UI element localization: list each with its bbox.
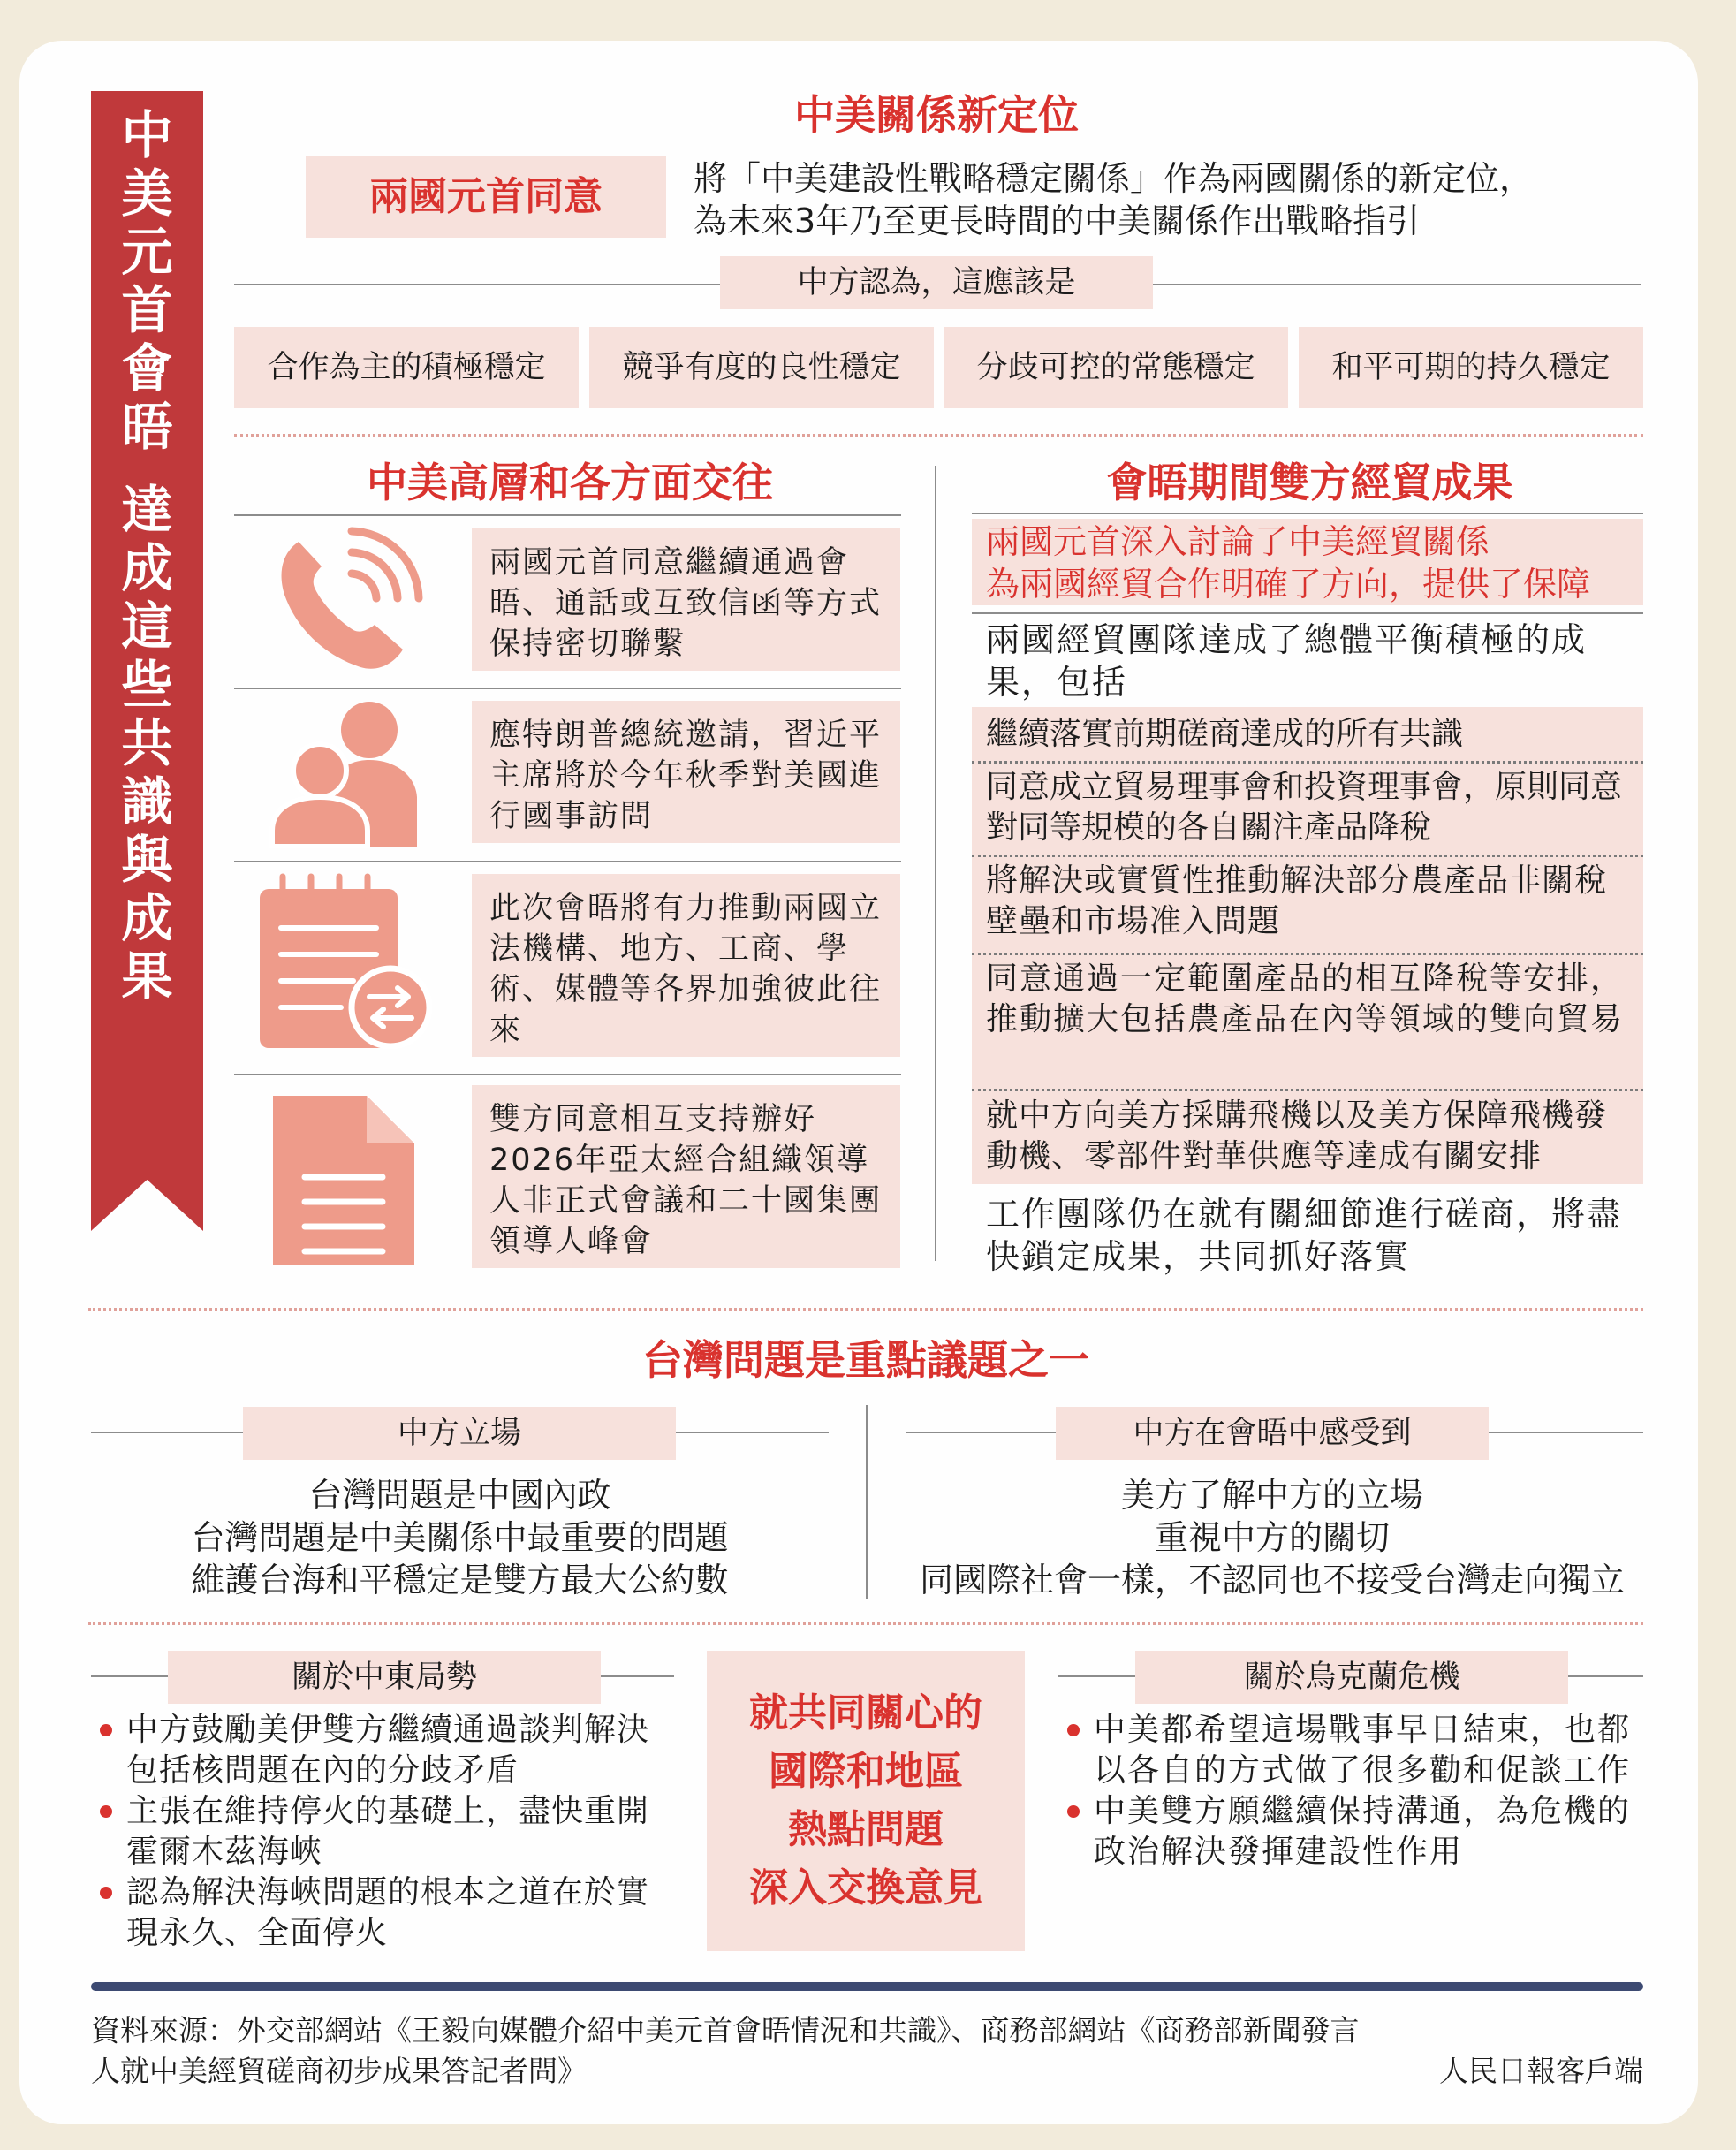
exchange-item-4: 雙方同意相互支持辦好2026年亞太經合組織領導人非正式會議和二十國集團領導人峰會 [472,1085,900,1268]
china-position-line1: 台灣問題是中國內政 [308,1476,611,1515]
source-line1: 資料來源：外交部網站《王毅向媒體介紹中美元首會晤情況和共識》、商務部網站《商務部新聞發言 [91,2013,1360,2047]
section-title-trade: 會晤期間雙方經貿成果 [1106,459,1513,506]
mideast-item-1: 中方鼓勵美伊雙方繼續通過談判解決包括核問題在內的分歧矛盾 [100,1710,678,1791]
row-divider [234,514,901,516]
trade-highlight-line1: 兩國元首深入討論了中美經貿關係 [986,522,1490,561]
notepad-exchange-icon [256,873,442,1059]
footer-rule [91,1982,1643,1991]
dotted-divider [972,761,1643,764]
exchange-views-line1: 就共同關心的 [749,1690,982,1736]
stability-box-3: 分歧可控的常態穩定 [944,327,1288,408]
trade-intro: 兩國經貿團隊達成了總體平衡積極的成果，包括 [986,620,1588,702]
row-divider [234,1074,901,1075]
trade-highlight [972,519,1643,605]
china-felt-line1: 美方了解中方的立場 [1120,1476,1423,1515]
stability-box-4: 和平可期的持久穩定 [1299,327,1643,408]
row-divider [972,513,1643,514]
section-title-taiwan: 台灣問題是重點議題之一 [642,1336,1089,1384]
china-position-line2: 台灣問題是中美關係中最重要的問題 [191,1518,729,1557]
column-divider [866,1405,868,1599]
phone-icon [265,526,424,676]
china-position-label: 中方立場 [243,1407,676,1460]
ribbon-title-line1: 中美元首會晤 [121,105,173,457]
china-felt-line2: 重視中方的關切 [1154,1518,1390,1557]
ribbon-title-line2: 達成這些共識與成果 [121,480,173,1007]
row-divider [234,688,901,689]
china-position-text [91,1474,829,1601]
stability-box-1: 合作為主的積極穩定 [234,327,579,408]
dotted-divider [972,855,1643,857]
column-divider [935,466,936,1261]
section-title-exchanges: 中美高層和各方面交往 [367,459,773,506]
exchange-views-line2: 國際和地區 [769,1749,963,1794]
trade-item-5: 就中方向美方採購飛機以及美方保障飛機發動機、零部件對華供應等達成有關安排 [986,1098,1608,1174]
ukraine-item-2: 中美雙方願繼續保持溝通，為危機的政治解決發揮建設性作用 [1067,1791,1646,1873]
dotted-divider [972,953,1643,955]
mideast-item-2: 主張在維持停火的基礎上，盡快重開霍爾木茲海峽 [100,1791,678,1873]
new-positioning-line2: 為未來3年乃至更長時間的中美關係作出戰略指引 [694,201,1421,240]
trade-item-2: 同意成立貿易理事會和投資理事會，原則同意對同等規模的各自關注產品降稅 [986,769,1623,846]
new-positioning-line1: 將「中美建設性戰略穩定關係」作為兩國關係的新定位， [694,159,1534,198]
mideast-label: 關於中東局勢 [168,1651,601,1704]
source-line2: 人就中美經貿磋商初步成果答記者問》 [91,2054,587,2088]
china-felt-text [888,1474,1656,1601]
trade-item-1: 繼續落實前期磋商達成的所有共識 [986,716,1464,752]
ukraine-label: 關於烏克蘭危機 [1135,1651,1568,1704]
china-felt-line3: 同國際社會一樣，不認同也不接受台灣走向獨立 [919,1561,1625,1599]
stability-box-2: 競爭有度的良性穩定 [589,327,934,408]
ukraine-list [1067,1710,1646,1873]
dotted-separator [88,1622,1643,1625]
exchange-views-line4: 深入交換意見 [749,1865,982,1911]
ukraine-item-1: 中美都希望這場戰事早日結束，也都以各自的方式做了很多勸和促談工作 [1067,1710,1646,1791]
section-title-new-positioning: 中美關係新定位 [794,91,1079,139]
china-position-line3: 維護台海和平穩定是雙方最大公約數 [191,1561,729,1599]
trade-highlight-line2: 為兩國經貿合作明確了方向，提供了保障 [986,565,1591,604]
people-icon [265,698,433,848]
trade-closing: 工作團隊仍在就有關細節進行磋商，將盡快鎖定成果，共同抓好落實 [986,1195,1623,1276]
exchange-item-1: 兩國元首同意繼續通過會晤、通話或互致信函等方式保持密切聯繫 [472,528,900,671]
exchange-views-box [707,1651,1025,1951]
trade-item-3: 將解決或實質性推動解決部分農產品非關稅壁壘和市場准入問題 [986,862,1608,939]
china-view-label: 中方認為，這應該是 [720,256,1153,309]
mideast-item-3: 認為解決海峽問題的根本之道在於實現永久、全面停火 [100,1873,678,1954]
china-felt-label: 中方在會晤中感受到 [1056,1407,1489,1460]
exchange-item-2: 應特朗普總統邀請，習近平主席將於今年秋季對美國進行國事訪問 [472,701,900,843]
dotted-separator [234,434,1643,437]
publisher-credit: 人民日報客戶端 [1439,2054,1643,2088]
document-icon [269,1092,420,1269]
exchange-item-3: 此次會晤將有力推動兩國立法機構、地方、工商、學術、媒體等各界加強彼此往來 [472,874,900,1057]
heads-agree-label: 兩國元首同意 [306,156,666,238]
row-divider [972,612,1643,614]
exchange-views-line3: 熱點問題 [788,1807,944,1852]
dotted-separator [88,1308,1643,1311]
new-positioning-text [694,157,1665,242]
mideast-list [100,1710,678,1954]
ribbon-title [91,106,203,1006]
row-divider [234,861,901,862]
dotted-divider [972,1089,1643,1091]
trade-item-4: 同意通過一定範圍產品的相互降稅等安排，推動擴大包括農產品在內等領域的雙向貿易 [986,961,1625,1037]
